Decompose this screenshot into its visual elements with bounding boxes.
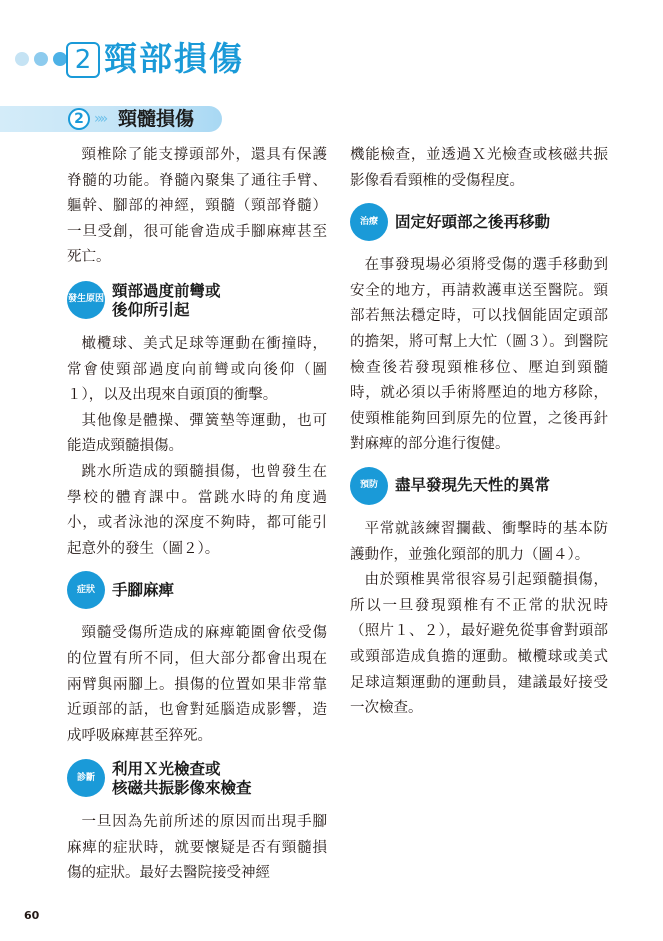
subheading-title-line1: 利用Ｘ光檢查或	[112, 760, 221, 779]
prevention-badge: 預防	[350, 467, 388, 505]
paragraph: 跳水所造成的頸髓損傷，也曾發生在學校的體育課中。當跳水時的角度過小，或者泳池的深度不夠時，都可能引起意外的發生（圖２）。	[67, 463, 327, 557]
dot	[34, 52, 48, 66]
left-column	[67, 143, 327, 887]
paragraph: 頸髓受傷所造成的麻痺範圍會依受傷的位置有所不同，但大部分都會出現在兩臂與兩腳上。損傷的位置如果非常靠近頭部的話，也會對延腦造成影響，造成呼吸麻痺甚至猝死。	[67, 625, 327, 744]
paragraph: 平常就該練習攔截、衝擊時的基本防護動作，並強化頸部的肌力（圖４）。	[350, 520, 608, 563]
paragraph: 一旦因為先前所述的原因而出現手腳麻痺的症狀時，就要懷疑是否有頸髓損傷的症狀。最好去醫院接受神經	[67, 814, 327, 882]
right-column	[350, 143, 608, 722]
page-number: 60	[24, 909, 40, 922]
subheading-title-line2: 後仰所引起	[112, 300, 190, 319]
diagnosis-badge: 診斷	[67, 759, 105, 797]
chevron-right-icon: »»	[94, 111, 106, 127]
subheading-symptom	[67, 571, 327, 609]
subheading-title: 盡早發現先天性的異常	[395, 476, 551, 495]
section-number: 2	[68, 108, 90, 130]
dot	[15, 52, 29, 66]
paragraph: 由於頸椎異常很容易引起頸髓損傷，所以一旦發現頸椎有不正常的狀況時（照片１、２），最好避免從事會對頭部或頸部造成負擔的運動。橄欖球或美式足球這類運動的運動員，建議最好接受一次檢查。	[350, 572, 608, 717]
subheading-title-line2: 核磁共振影像來檢查	[112, 779, 252, 798]
subheading-diagnosis	[67, 758, 327, 798]
chapter-number: 2	[66, 42, 100, 78]
symptom-badge: 症狀	[67, 571, 105, 609]
dot	[53, 52, 67, 66]
paragraph: 其他像是體操、彈簧墊等運動，也可能造成頸髓損傷。	[67, 412, 327, 455]
decorative-dots	[15, 52, 67, 66]
paragraph: 頸椎除了能支撐頭部外，還具有保護脊髓的功能。脊髓內聚集了通往手臂、軀幹、腳部的神經，頸髓（頸部脊髓）一旦受創，很可能會造成手腳麻痺甚至死亡。	[67, 147, 327, 266]
subheading-title-line1: 頸部過度前彎或	[112, 281, 221, 300]
section-title: 頸髓損傷	[118, 108, 195, 130]
subheading-prevention	[350, 467, 608, 505]
subheading-title: 手腳麻痺	[112, 580, 175, 599]
paragraph: 橄欖球、美式足球等運動在衝撞時，常會使頸部過度向前彎或向後仰（圖１），以及出現來自頭頂的衝擊。	[67, 335, 327, 404]
treatment-badge: 治療	[350, 203, 388, 241]
chapter-title: 頸部損傷	[104, 39, 244, 78]
subheading-title: 固定好頭部之後再移動	[395, 212, 551, 231]
cause-badge: 發生原因	[67, 281, 105, 319]
subheading-cause	[67, 280, 327, 320]
paragraph: 機能檢查，並透過Ｘ光檢查或核磁共振影像看看頸椎的受傷程度。	[350, 147, 608, 189]
subheading-treatment	[350, 203, 608, 241]
paragraph: 在事發現場必須將受傷的選手移動到安全的地方，再請救護車送至醫院。頸部若無法穩定時，可以找個能固定頭部的擔架，將可幫上大忙（圖３）。到醫院檢查後若發現頸椎移位、壓迫到頸髓時，就必須以手術將壓迫的地方移除，使頸椎能夠回到原先的位置，之後再針對麻痺的部分進行復健。	[350, 257, 608, 453]
